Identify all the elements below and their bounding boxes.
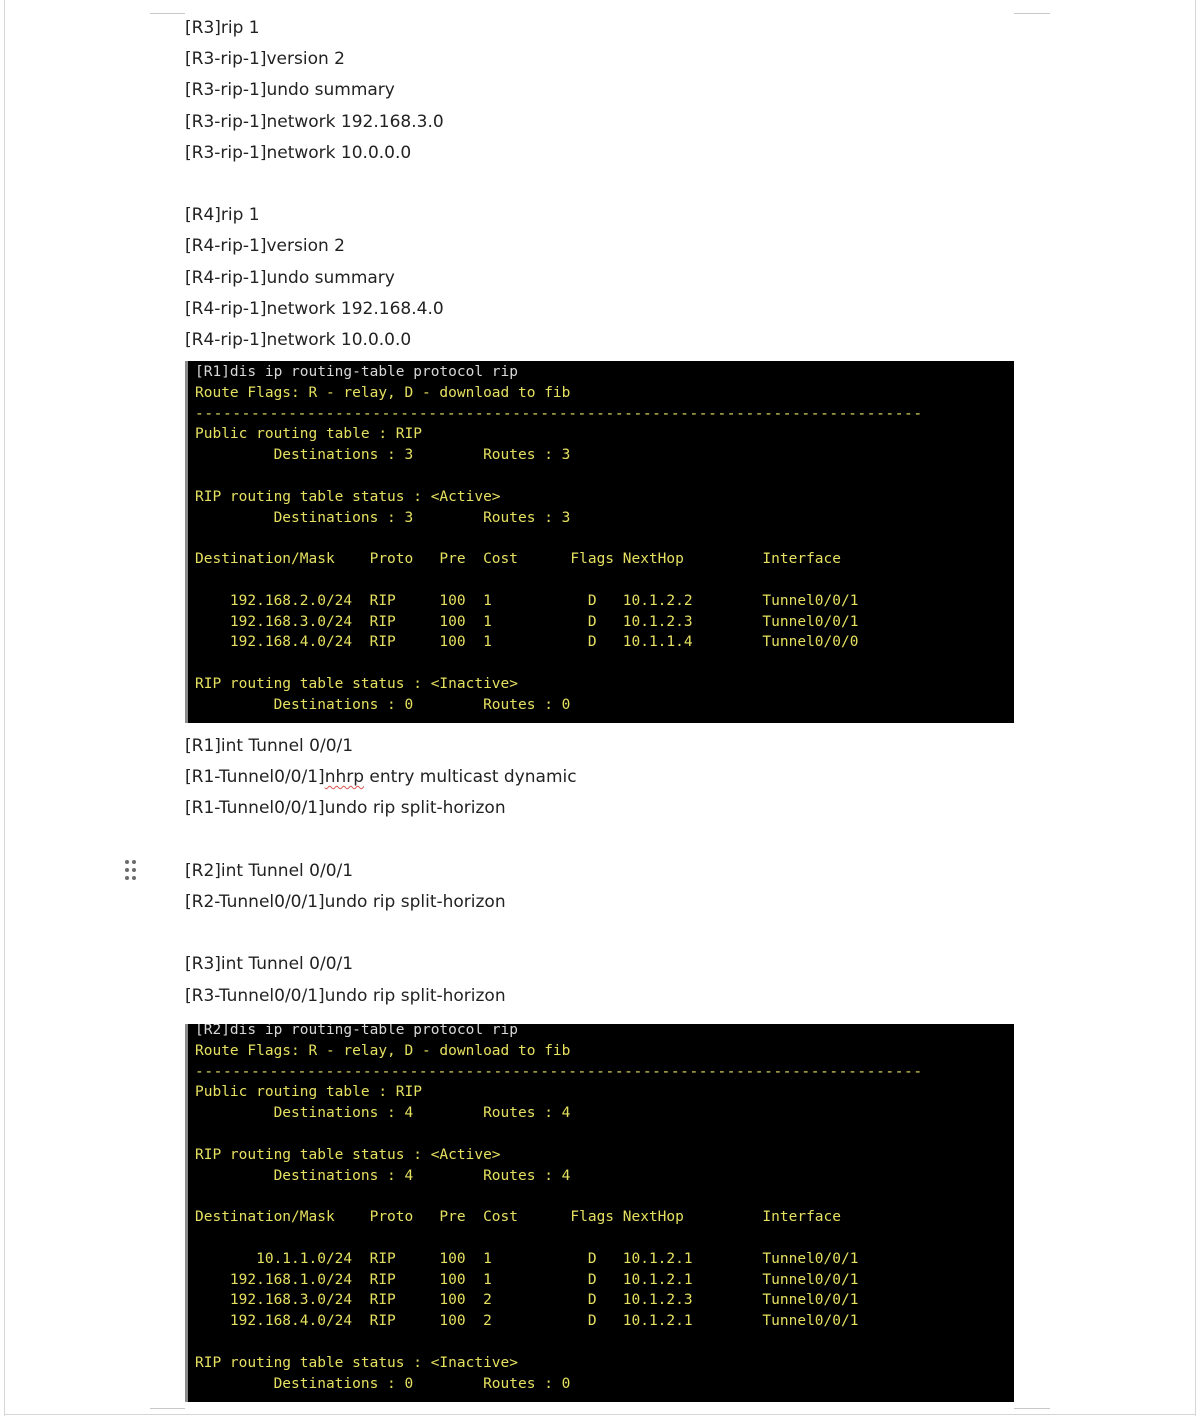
terminal-line <box>188 653 1014 674</box>
config-line[interactable]: [R4-rip-1]version 2 <box>185 236 345 257</box>
terminal-route-row: 192.168.4.0/24 RIP 100 2 D 10.1.2.1 Tunnel0/0/1 <box>195 1313 859 1330</box>
crop-mark-bottom-left <box>150 1408 185 1409</box>
crop-mark-bottom-right <box>1014 1408 1050 1409</box>
config-line[interactable]: [R4]rip 1 <box>185 205 260 226</box>
blank-line[interactable] <box>185 918 577 949</box>
page-border-right <box>1195 0 1196 1416</box>
config-line[interactable]: [R3-rip-1]network 10.0.0.0 <box>185 142 412 163</box>
terminal-line: [R1]dis ip routing-table protocol rip <box>195 364 519 380</box>
terminal-line <box>188 1186 1014 1207</box>
crop-mark-top-right <box>1014 13 1050 14</box>
terminal-route-row: 192.168.2.0/24 RIP 100 1 D 10.1.2.2 Tunnel0/0/1 <box>195 592 859 609</box>
terminal-table-header: Destination/Mask Proto Pre Cost Flags NextHop Interface <box>195 1209 842 1226</box>
config-line[interactable]: [R3]int Tunnel 0/0/1 <box>185 954 354 975</box>
page-border-bottom <box>4 1414 1196 1415</box>
config-prefix: [R1-Tunnel0/0/1] <box>185 767 325 788</box>
terminal-line: Destinations : 4 Routes : 4 <box>195 1105 571 1122</box>
terminal-route-row: 192.168.3.0/24 RIP 100 2 D 10.1.2.3 Tunnel0/0/1 <box>195 1292 859 1309</box>
config-line[interactable]: [R2]int Tunnel 0/0/1 <box>185 860 354 881</box>
config-line[interactable]: [R3-Tunnel0/0/1]undo rip split-horizon <box>185 985 506 1006</box>
config-line[interactable]: [R1-Tunnel0/0/1]undo rip split-horizon <box>185 798 506 819</box>
crop-mark-top-left <box>150 13 185 14</box>
blank-line[interactable] <box>185 825 577 856</box>
rip-config-block <box>185 13 444 356</box>
terminal-divider: ------------------------------------------------------------------------------ <box>195 1063 923 1080</box>
terminal-line: Public routing table : RIP <box>195 426 422 443</box>
config-line[interactable]: [R1]int Tunnel 0/0/1 <box>185 736 354 756</box>
terminal-line <box>188 1332 1014 1353</box>
config-line[interactable] <box>185 762 577 793</box>
terminal-screenshot-r2 <box>185 1024 1014 1402</box>
config-line[interactable]: [R3-rip-1]version 2 <box>185 49 345 70</box>
config-line[interactable]: [R4-rip-1]network 10.0.0.0 <box>185 329 412 350</box>
config-suffix: entry multicast dynamic <box>364 767 577 788</box>
page-border-left <box>4 0 5 1416</box>
config-line[interactable]: [R4-rip-1]undo summary <box>185 267 395 288</box>
terminal-line <box>188 528 1014 549</box>
terminal-line: Destinations : 0 Routes : 0 <box>195 1375 571 1392</box>
config-line[interactable]: [R3-rip-1]undo summary <box>185 80 395 101</box>
terminal-route-row: 192.168.1.0/24 RIP 100 1 D 10.1.2.1 Tunnel0/0/1 <box>195 1271 859 1288</box>
terminal-line: RIP routing table status : <Active> <box>195 1146 501 1163</box>
config-line[interactable]: [R4-rip-1]network 192.168.4.0 <box>185 298 444 319</box>
terminal-line: [R2]dis ip routing-table protocol rip <box>195 1024 519 1038</box>
config-line[interactable]: [R3-rip-1]network 192.168.3.0 <box>185 111 444 132</box>
terminal-line <box>188 570 1014 591</box>
tunnel-config-block <box>185 731 577 1012</box>
terminal-line: Destinations : 3 Routes : 3 <box>195 509 571 526</box>
terminal-route-row: 10.1.1.0/24 RIP 100 1 D 10.1.2.1 Tunnel0/0/1 <box>195 1250 859 1267</box>
terminal-route-row: 192.168.4.0/24 RIP 100 1 D 10.1.1.4 Tunnel0/0/0 <box>195 634 859 651</box>
drag-handle-icon[interactable] <box>123 860 137 882</box>
terminal-line: Destinations : 4 Routes : 4 <box>195 1167 571 1184</box>
terminal-route-row: 192.168.3.0/24 RIP 100 1 D 10.1.2.3 Tunnel0/0/1 <box>195 613 859 630</box>
terminal-line <box>188 1124 1014 1145</box>
terminal-line: RIP routing table status : <Inactive> <box>195 675 519 692</box>
terminal-table-header: Destination/Mask Proto Pre Cost Flags NextHop Interface <box>195 551 842 568</box>
terminal-line <box>188 466 1014 487</box>
terminal-line: Public routing table : RIP <box>195 1084 422 1101</box>
terminal-line: Destinations : 3 Routes : 3 <box>195 447 571 464</box>
terminal-screenshot-r1 <box>185 361 1014 723</box>
terminal-line: RIP routing table status : <Active> <box>195 488 501 505</box>
terminal-divider: ------------------------------------------------------------------------------ <box>195 405 923 422</box>
terminal-line: Route Flags: R - relay, D - download to fib <box>195 1042 571 1059</box>
terminal-line: Destinations : 0 Routes : 0 <box>195 696 571 713</box>
terminal-line: RIP routing table status : <Inactive> <box>195 1354 519 1371</box>
terminal-line: Route Flags: R - relay, D - download to fib <box>195 384 571 401</box>
spellcheck-word[interactable]: nhrp <box>324 767 365 788</box>
blank-line[interactable] <box>185 169 444 200</box>
terminal-line <box>188 1228 1014 1249</box>
config-line[interactable]: [R3]rip 1 <box>185 18 260 38</box>
config-line[interactable]: [R2-Tunnel0/0/1]undo rip split-horizon <box>185 891 506 912</box>
